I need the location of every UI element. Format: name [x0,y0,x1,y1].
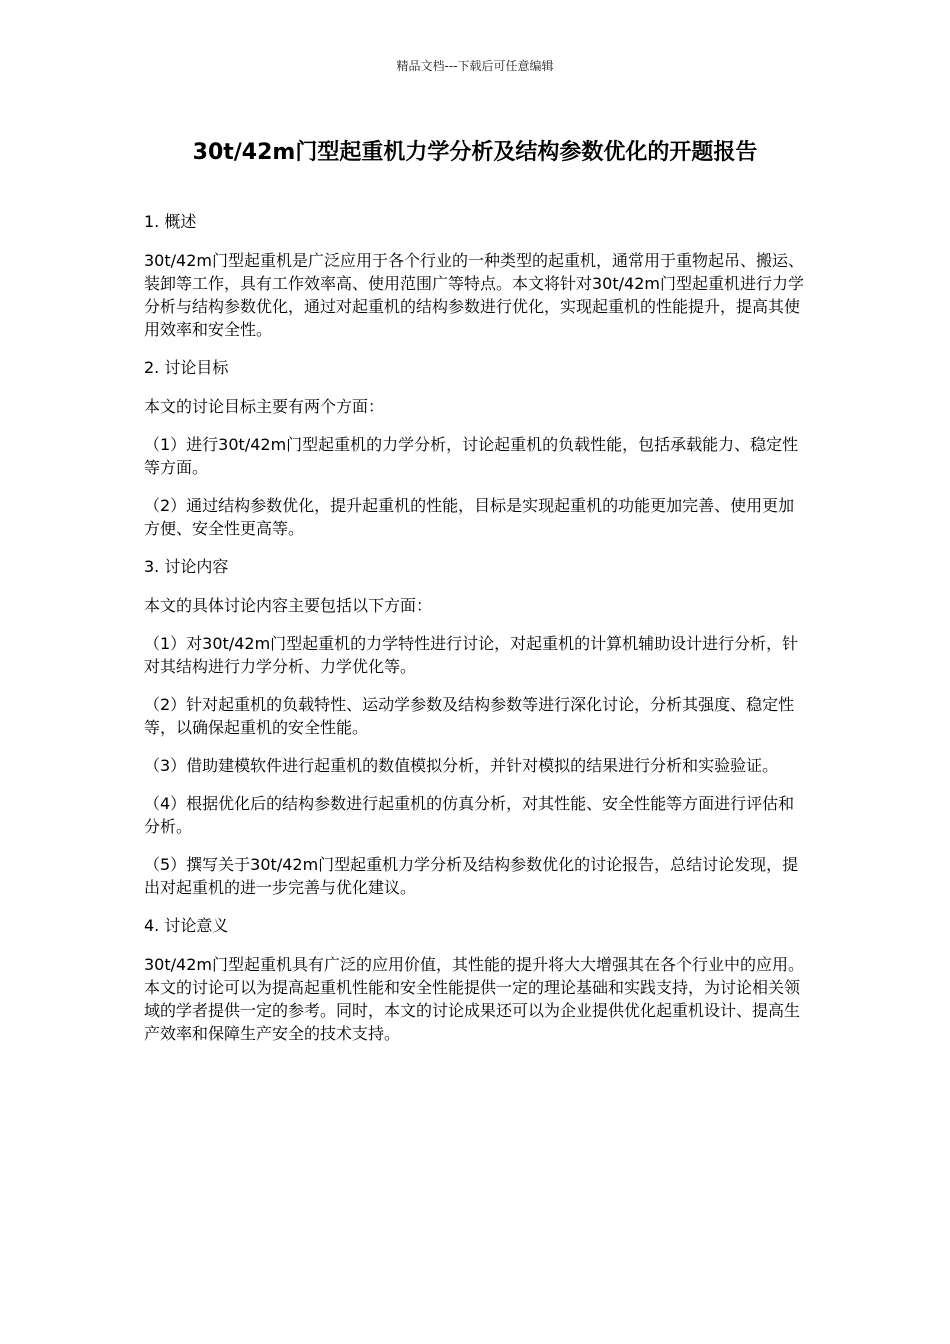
paragraph: （1）对30t/42m门型起重机的力学特性进行讨论，对起重机的计算机辅助设计进行分析，针对其结构进行力学分析、力学优化等。 [144,634,799,676]
section-heading: 4. 讨论意义 [144,916,229,935]
section-heading: 2. 讨论目标 [144,358,229,377]
paragraph: 本文的具体讨论内容主要包括以下方面： [144,596,433,615]
document-title: 30t/42m门型起重机力学分析及结构参数优化的开题报告 [192,140,758,165]
section-content [144,555,808,914]
page-header: 精品文档---下载后可任意编辑 [396,59,554,73]
paragraph: （2）针对起重机的负载特性、运动学参数及结构参数等进行深化讨论，分析其强度、稳定性等，以确保起重机的安全性能。 [144,695,795,737]
section-heading: 3. 讨论内容 [144,557,229,576]
section-significance [144,914,808,1045]
paragraph: 本文的讨论目标主要有两个方面： [144,397,385,416]
paragraph: （1）进行30t/42m门型起重机的力学分析，讨论起重机的负载性能，包括承载能力、稳定性等方面。 [144,435,799,477]
paragraph: 30t/42m门型起重机是广泛应用于各个行业的一种类型的起重机，通常用于重物起吊、搬运、装卸等工作，具有工作效率高、使用范围广等特点。本文将针对30t/42m门型起重机进行力学分析与结构参数优化，通过对起重机的结构参数进行优化，实现起重机的性能提升，提高其使用效率和安全性。 [144,251,804,339]
section-overview [144,210,808,356]
document-body [144,210,808,1045]
paragraph: 30t/42m门型起重机具有广泛的应用价值，其性能的提升将大大增强其在各个行业中的应用。本文的讨论可以为提高起重机性能和安全性能提供一定的理论基础和实践支持，为讨论相关领域的学者提供一定的参考。同时，本文的讨论成果还可以为企业提供优化起重机设计、提高生产效率和保障生产安全的技术支持。 [144,955,804,1043]
section-goals [144,356,808,555]
section-heading: 1. 概述 [144,212,197,231]
paragraph: （2）通过结构参数优化，提升起重机的性能，目标是实现起重机的功能更加完善、使用更加方便、安全性更高等。 [144,496,795,538]
paragraph: （3）借助建模软件进行起重机的数值模拟分析，并针对模拟的结果进行分析和实验验证。 [144,756,779,775]
paragraph: （4）根据优化后的结构参数进行起重机的仿真分析，对其性能、安全性能等方面进行评估和分析。 [144,794,795,836]
paragraph: （5）撰写关于30t/42m门型起重机力学分析及结构参数优化的讨论报告，总结讨论发现，提出对起重机的进一步完善与优化建议。 [144,855,799,897]
